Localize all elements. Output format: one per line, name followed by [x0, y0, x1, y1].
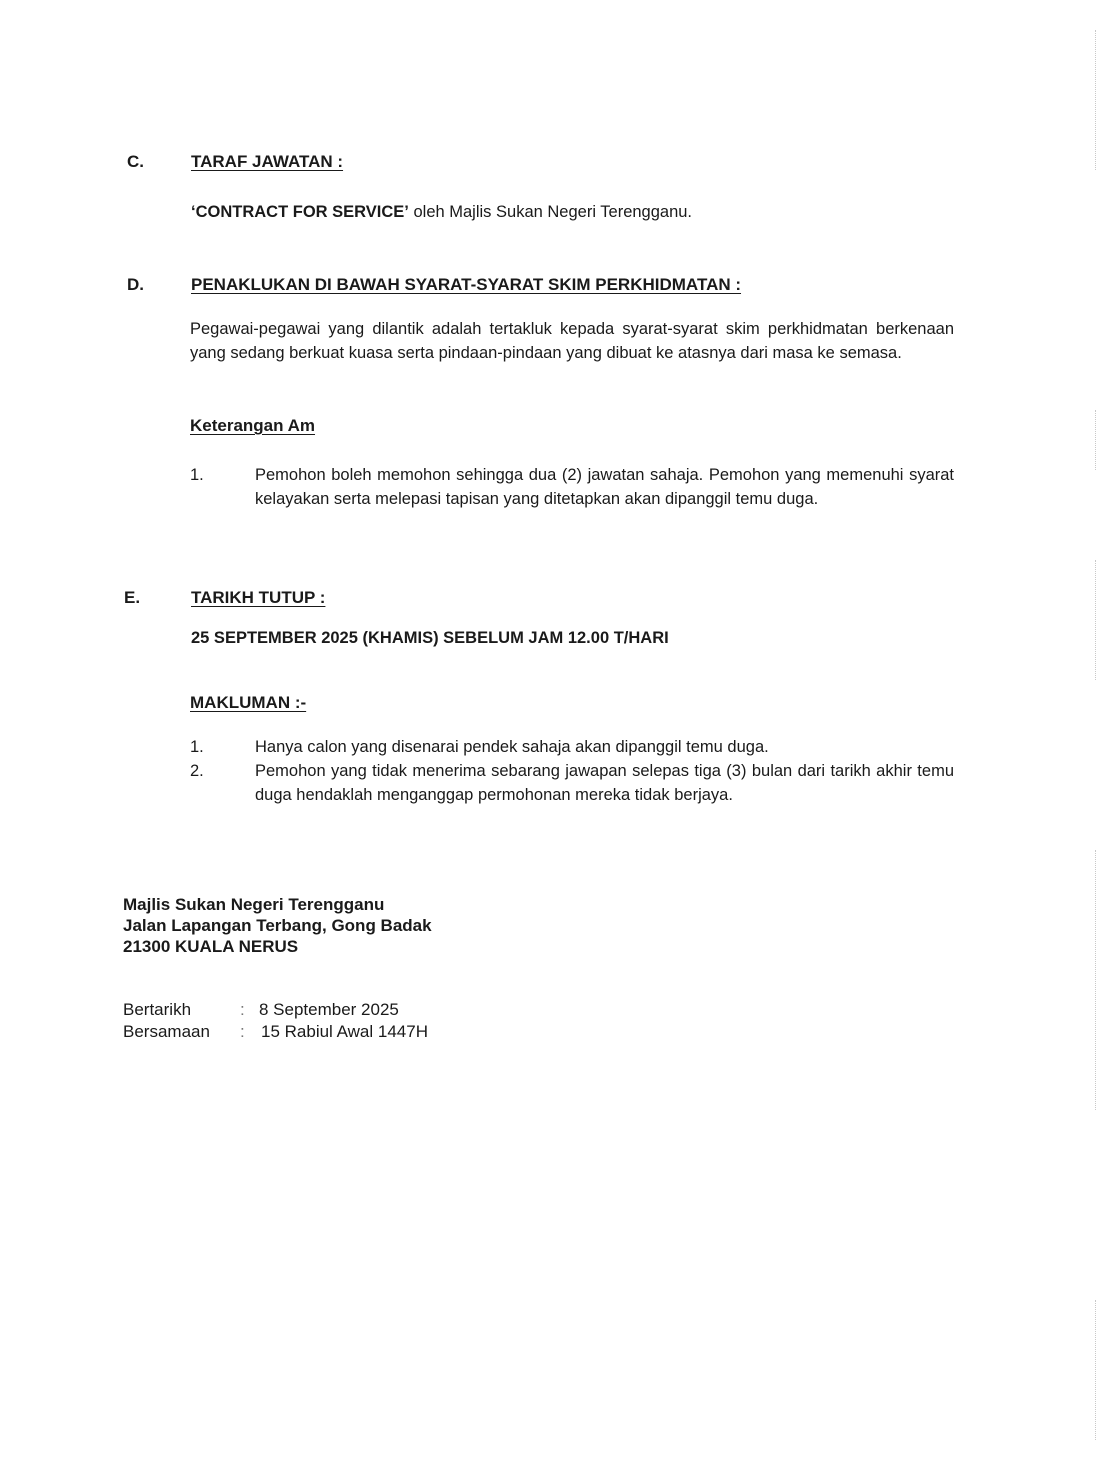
address-line-3: 21300 KUALA NERUS — [123, 937, 299, 956]
section-d-body: Pegawai-pegawai yang dilantik adalah tertakluk kepada syarat-syarat skim perkhidmatan berkenaan yang sedang berkuat kuasa serta pindaan-pindaan yang dibuat ke atasnya dari masa ke semasa. — [190, 320, 954, 362]
address-line-1: Majlis Sukan Negeri Terengganu — [123, 895, 385, 914]
makluman-item-1-text: Hanya calon yang disenarai pendek sahaja akan dipanggil temu duga. — [255, 738, 769, 756]
scan-edge-artifact — [1093, 560, 1096, 680]
dated-colon: : — [240, 1000, 245, 1019]
keterangan-heading: Keterangan Am — [190, 416, 316, 435]
dated-label: Bertarikh — [123, 1000, 192, 1019]
section-e-heading: TARIKH TUTUP : — [191, 588, 326, 607]
address-line-2: Jalan Lapangan Terbang, Gong Badak — [123, 916, 432, 935]
scan-edge-artifact — [1093, 30, 1096, 170]
makluman-item-1-number: 1. — [190, 738, 204, 756]
makluman-heading: MAKLUMAN :- — [190, 693, 307, 712]
scan-edge-artifact — [1093, 1300, 1096, 1440]
closing-date: 25 SEPTEMBER 2025 (KHAMIS) SEBELUM JAM 12.00 T/HARI — [191, 629, 669, 647]
section-c-heading: TARAF JAWATAN : — [191, 152, 344, 171]
section-e-letter: E. — [124, 588, 141, 607]
section-c-body — [191, 200, 692, 224]
equivalent-value: 15 Rabiul Awal 1447H — [261, 1022, 428, 1041]
keterangan-item-text: Pemohon boleh memohon sehingga dua (2) jawatan sahaja. Pemohon yang memenuhi syarat kelayakan serta melepasi tapisan yang ditetapkan akan dipanggil temu duga. — [255, 466, 954, 508]
section-d-letter: D. — [127, 275, 144, 294]
contract-type: ‘CONTRACT FOR SERVICE’ — [191, 203, 409, 221]
makluman-item-2-number: 2. — [190, 762, 204, 780]
scan-edge-artifact — [1093, 850, 1096, 1110]
section-c-body-rest: oleh Majlis Sukan Negeri Terengganu. — [408, 203, 693, 221]
section-c-letter: C. — [127, 152, 144, 171]
makluman-item-2-text: Pemohon yang tidak menerima sebarang jawapan selepas tiga (3) bulan dari tarikh akhir temu duga hendaklah menganggap permohonan mereka tidak berjaya. — [255, 762, 954, 804]
scan-edge-artifact — [1093, 410, 1096, 470]
dated-value: 8 September 2025 — [259, 1000, 399, 1019]
section-d-heading: PENAKLUKAN DI BAWAH SYARAT-SYARAT SKIM PERKHIDMATAN : — [191, 275, 742, 294]
equivalent-colon: : — [240, 1022, 245, 1041]
equivalent-label: Bersamaan — [123, 1022, 210, 1041]
keterangan-item-number: 1. — [190, 466, 204, 484]
